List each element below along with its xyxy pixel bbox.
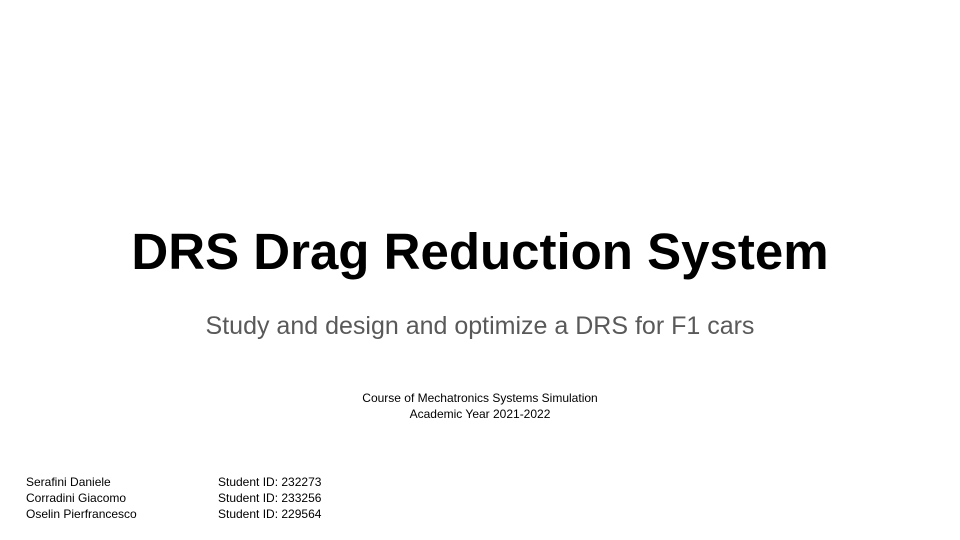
- slide-title: DRS Drag Reduction System: [131, 223, 829, 280]
- student-row: [26, 506, 321, 522]
- course-info: [0, 390, 960, 422]
- student-name: Corradini Giacomo: [26, 491, 127, 505]
- student-list: [26, 474, 321, 522]
- slide-subtitle: Study and design and optimize a DRS for F1 cars: [205, 312, 755, 340]
- student-row: [26, 474, 321, 490]
- course-name: Course of Mechatronics Systems Simulation: [362, 391, 598, 405]
- student-id: Student ID: 232273: [218, 475, 322, 489]
- student-id: Student ID: 233256: [218, 491, 322, 505]
- academic-year: Academic Year 2021-2022: [409, 407, 551, 421]
- student-name: Oselin Pierfrancesco: [26, 507, 137, 521]
- student-name: Serafini Daniele: [26, 475, 111, 489]
- student-id: Student ID: 229564: [218, 507, 322, 521]
- student-row: [26, 490, 321, 506]
